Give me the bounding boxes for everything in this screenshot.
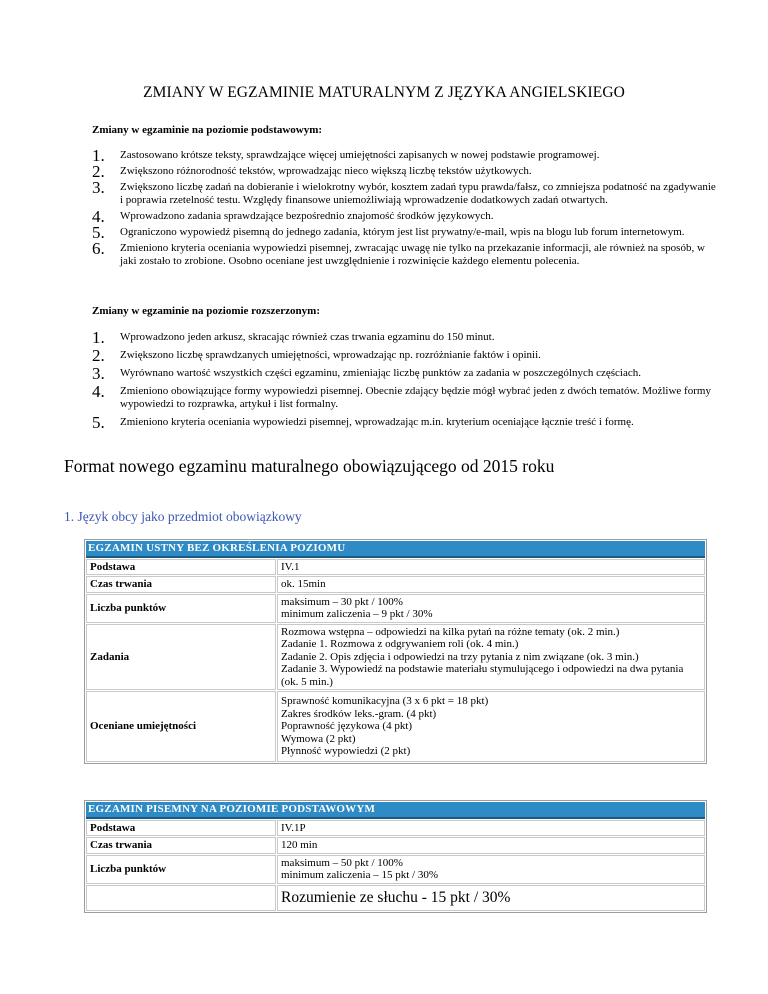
table-header: EGZAMIN PISEMNY NA POZIOMIE PODSTAWOWYM (86, 802, 705, 819)
table-row (86, 885, 705, 911)
list-item: 1. Zastosowano krótsze teksty, sprawdzające więcej umiejętności zapisanych w nowej podstawie programowej. (92, 146, 600, 165)
table-header: EGZAMIN USTNY BEZ OKREŚLENIA POZIOMU (86, 541, 705, 558)
subsection-heading: 1. Język obcy jako przedmiot obowiązkowy (64, 509, 302, 524)
table-row (86, 594, 705, 623)
list-item: 5. Zmieniono kryteria oceniania wypowiedzi pisemnej, wprowadzając m.in. kryterium oceniające łącznie treść i formę. (92, 413, 634, 432)
list-item: 3. Zwiększono liczbę zadań na dobieranie i wielokrotny wybór, kosztem zadań typu prawda/fałsz, co zmniejsza podatność na zgadywanie i poprawia rzetelność testu. Względy finansowe uniemożliwiają wprowadzenie dodatkowych zadań otwartych. (92, 178, 716, 206)
document-title: ZMIANY W EGZAMINIE MATURALNYM Z JĘZYKA ANGIELSKIEGO (143, 84, 625, 101)
list-item: 4. Wprowadzono zadania sprawdzające bezpośrednio znajomość środków językowych. (92, 207, 494, 226)
row-value: Rozmowa wstępna – odpowiedzi na kilka pytań na różne tematy (ok. 2 min.) Zadanie 1. Rozmowa z odgrywaniem roli (ok. 4 min.) Zadanie 2. Opis zdjęcia i odpowiedzi na trzy pytania z nim związane (ok. 3 min.) Zadanie 3. Wypowiedź na podstawie materiału stymulującego i odpowiedzi na dwa pytania (ok. 5 min.) (277, 624, 705, 691)
row-value: IV.1 (277, 559, 705, 576)
row-value: maksimum – 50 pkt / 100% minimum zaliczenia – 15 pkt / 30% (277, 855, 705, 884)
format-heading: Format nowego egzaminu maturalnego obowiązującego od 2015 roku (64, 456, 555, 476)
list-item: 5. Ograniczono wypowiedź pisemną do jednego zadania, którym jest list prywatny/e-mail, wpis na blogu lub forum internetowym. (92, 223, 685, 242)
basic-changes-list (92, 146, 716, 268)
row-label: Zadania (86, 624, 276, 691)
row-label: Liczba punktów (86, 855, 276, 884)
row-value: IV.1P (277, 820, 705, 837)
row-value: 120 min (277, 837, 705, 854)
table-row (86, 820, 705, 837)
oral-exam-table (84, 539, 707, 764)
list-item: 6. Zmieniono kryteria oceniania wypowiedzi pisemnej, zwracając uwagę nie tylko na przekazanie informacji, ale również na sposób, w jaki zostało to zrobione. Osobno oceniane jest uwzględnienie i rozwinięcie każdego elementu polecenia. (92, 239, 705, 267)
list-item: 4. Zmieniono obowiązujące formy wypowiedzi pisemnej. Obecnie zdający będzie mógł wybrać jeden z dwóch tematów. Możliwe formy wypowiedzi to rozprawka, artykuł i list formalny. (92, 382, 711, 410)
list-item: 1. Wprowadzono jeden arkusz, skracając również czas trwania egzaminu do 150 minut. (92, 328, 495, 347)
row-label: Podstawa (86, 559, 276, 576)
list-item: 2. Zwiększono liczbę sprawdzanych umiejętności, wprowadzając np. rozróżnianie faktów i opinii. (92, 346, 541, 365)
row-label: Podstawa (86, 820, 276, 837)
extended-changes-list (92, 328, 716, 432)
basic-changes-heading: Zmiany w egzaminie na poziomie podstawowym: (92, 124, 323, 136)
table-row (86, 624, 705, 691)
table-row (86, 576, 705, 593)
listening-section-label: Rozumienie ze słuchu - 15 pkt / 30% (277, 885, 705, 911)
written-exam-table (84, 800, 707, 913)
extended-changes-heading: Zmiany w egzaminie na poziomie rozszerzonym: (92, 305, 321, 317)
row-label (86, 885, 276, 911)
list-item: 3. Wyrównano wartość wszystkich części egzaminu, zmieniając liczbę punktów za zadania w poszczególnych częściach. (92, 364, 641, 383)
row-label: Czas trwania (86, 837, 276, 854)
table-row (86, 855, 705, 884)
table-row (86, 559, 705, 576)
row-value: Sprawność komunikacyjna (3 x 6 pkt = 18 pkt) Zakres środków leks.-gram. (4 pkt) Poprawność językowa (4 pkt) Wymowa (2 pkt) Płynność wypowiedzi (2 pkt) (277, 691, 705, 762)
row-value: maksimum – 30 pkt / 100% minimum zaliczenia – 9 pkt / 30% (277, 594, 705, 623)
table-row (86, 691, 705, 762)
list-item: 2. Zwiększono różnorodność tekstów, wprowadzając nieco większą liczbę tekstów użytkowych. (92, 162, 532, 181)
row-value: ok. 15min (277, 576, 705, 593)
table-row (86, 837, 705, 854)
row-label: Oceniane umiejętności (86, 691, 276, 762)
row-label: Czas trwania (86, 576, 276, 593)
row-label: Liczba punktów (86, 594, 276, 623)
